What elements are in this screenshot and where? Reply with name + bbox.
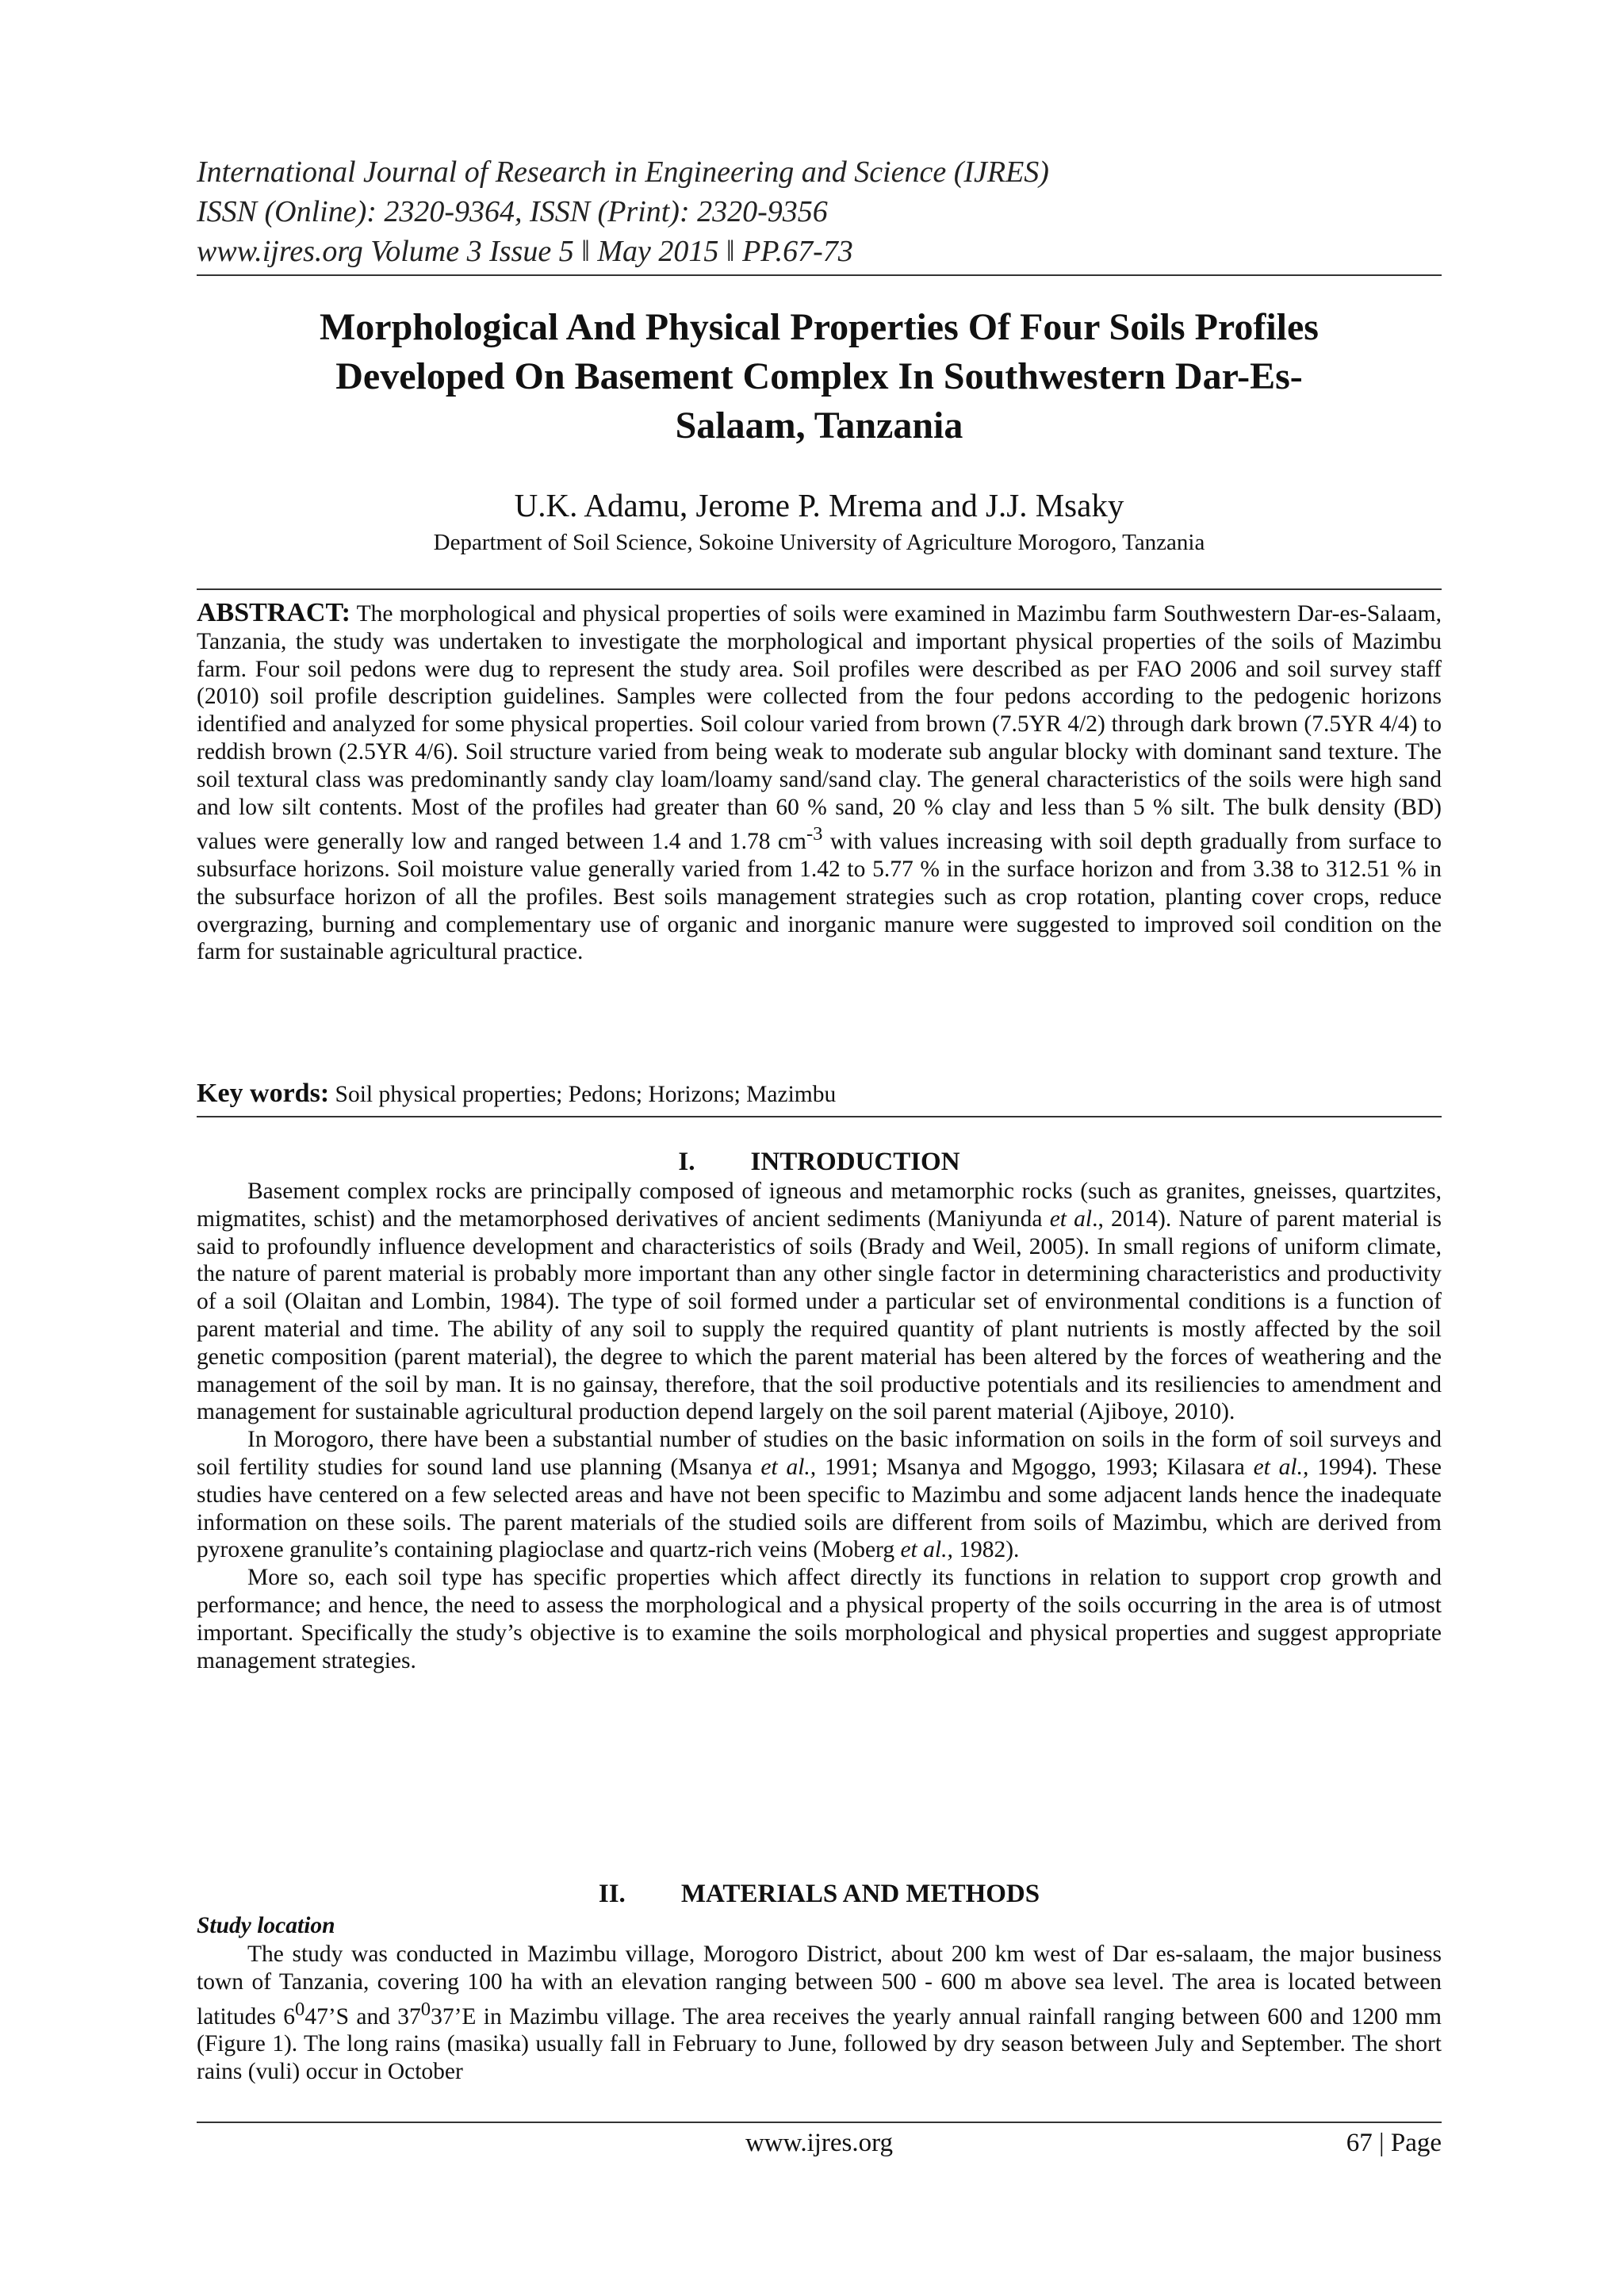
journal-header bbox=[197, 152, 1442, 271]
footer-rule bbox=[197, 2122, 1442, 2123]
section-heading-materials-methods: II. MATERIALS AND METHODS bbox=[598, 1880, 1040, 1908]
methods-body bbox=[197, 1941, 1442, 2086]
keywords-text: Soil physical properties; Pedons; Horizons; Mazimbu bbox=[329, 1082, 837, 1107]
abstract bbox=[197, 600, 1442, 966]
abstract-label: ABSTRACT: bbox=[197, 598, 350, 627]
introduction-body bbox=[197, 1178, 1442, 1674]
abstract-text-cont: with values increasing with soil depth gradually from surface to subsurface horizons. Soil moisture value generally varied from 1.42 to 5.77 % in the surface horizon and from 3.38 to 312.51 % in the subsurface horizon of all the profiles. Best soils management strategies such as crop rotation, planting cover crops, reduce overgrazing, burning and complementary use of organic and inorganic manure were suggested to improved soil condition on the farm for sustainable agricultural practice. bbox=[197, 829, 1442, 965]
abstract-superscript: -3 bbox=[806, 823, 823, 845]
footer-url: www.ijres.org bbox=[745, 2129, 894, 2157]
keywords bbox=[197, 1080, 1442, 1109]
journal-volume: www.ijres.org Volume 3 Issue 5 ǁ May 2015 ǁ PP.67-73 bbox=[197, 235, 853, 268]
section-heading-introduction: I. INTRODUCTION bbox=[678, 1148, 960, 1176]
intro-paragraph-2: In Morogoro, there have been a substantial number of studies on the basic information on soils in the form of soil surveys and soil fertility studies for sound land use planning (Msanya et al., 1991; Msanya and Mgoggo, 1993; Kilasara et al., 1994). These studies have centered on a few selected areas and have not been specific to Mazimbu and some adjacent lands hence the inadequate information on these soils. The parent materials of the studied soils are different from soils of Mazimbu, which are derived from pyroxene granulite’s containing plagioclase and quartz-rich veins (Moberg et al., 1982). bbox=[197, 1427, 1442, 1563]
abstract-text: The morphological and physical properties of soils were examined in Mazimbu farm Southwestern Dar-es-Salaam, Tanzania, the study was undertaken to investigate the morphological and important physical properties of the soils of Mazimbu farm. Four soil pedons were dug to represent the study area. Soil profiles were described as per FAO 2006 and soil survey staff (2010) soil profile description guidelines. Samples were collected from the four pedons according to the pedogenic horizons identified and analyzed for some physical properties. Soil colour varied from brown (7.5YR 4/2) through dark brown (7.5YR 4/4) to reddish brown (2.5YR 4/6). Soil structure varied from being weak to moderate sub angular blocky with dominant sand texture. The soil textural class was predominantly sandy clay loam/loamy sand/sand clay. The general characteristics of the soils were high sand and low silt contents. Most of the profiles had greater than 60 % sand, 20 % clay and less than 5 % silt. The bulk density (BD) values were generally low and ranged between 1.4 and 1.78 cm bbox=[197, 601, 1442, 855]
subheading-study-location: Study location bbox=[197, 1913, 335, 1938]
paper-title: Morphological And Physical Properties Of Four Soils Profiles Developed On Basement Complex In Southwestern Dar-Es- Salaam, Tanzania bbox=[320, 306, 1319, 447]
journal-name: International Journal of Research in Engineering and Science (IJRES) bbox=[197, 155, 1049, 189]
study-location-paragraph: The study was conducted in Mazimbu village, Morogoro District, about 200 km west of Dar es-salaam, the major business town of Tanzania, covering 100 ha with an elevation ranging between 500 - 600 m above sea level. The area is located between latitudes $6^047’S$ and $37^037’E$ in Mazimbu village. The area receives the yearly annual rainfall ranging between 600 and 1200 mm (Figure 1). The long rains (masika) usually fall in February to June, followed by dry season between July and September. The short rains (vuli) occur in October bbox=[197, 1941, 1442, 2085]
journal-issn: ISSN (Online): 2320-9364, ISSN (Print): 2320-9356 bbox=[197, 195, 828, 228]
intro-paragraph-3: More so, each soil type has specific properties which affect directly its functions in relation to support crop growth and performance; and hence, the need to assess the morphological and a physical property of the soils occurring in the area is of utmost important. Specifically the study’s objective is to examine the soils morphological and physical properties and suggest appropriate management strategies. bbox=[197, 1565, 1442, 1673]
authors: U.K. Adamu, Jerome P. Mrema and J.J. Msaky bbox=[514, 487, 1124, 523]
page-number: 67 | Page bbox=[1346, 2129, 1442, 2157]
abstract-top-rule bbox=[197, 588, 1442, 590]
abstract-bottom-rule bbox=[197, 1116, 1442, 1117]
keywords-label: Key words: bbox=[197, 1079, 330, 1108]
intro-paragraph-1: Basement complex rocks are principally composed of igneous and metamorphic rocks (such as granites, gneisses, quartzites, migmatites, schist) and the metamorphosed derivatives of ancient sediments (Maniyunda et al., 2014). Nature of parent material is said to profoundly influence development and characteristics of soils (Brady and Weil, 2005). In small regions of uniform climate, the nature of parent material is probably more important than any other single factor in determining characteristics and productivity of a soil (Olaitan and Lombin, 1984). The type of soil formed under a particular set of environmental conditions is a function of parent material and time. The ability of any soil to supply the required quantity of plant nutrients is mostly affected by the soil genetic composition (parent material), the degree to which the parent material has been altered by the forces of weathering and the management of the soil by man. It is no gainsay, therefore, that the soil productive potentials and its resiliencies to amendment and management for sustainable agricultural production depend largely on the soil parent material (Ajiboye, 2010). bbox=[197, 1179, 1442, 1425]
affiliation: Department of Soil Science, Sokoine University of Agriculture Morogoro, Tanzania bbox=[433, 530, 1205, 555]
header-rule bbox=[197, 274, 1442, 276]
